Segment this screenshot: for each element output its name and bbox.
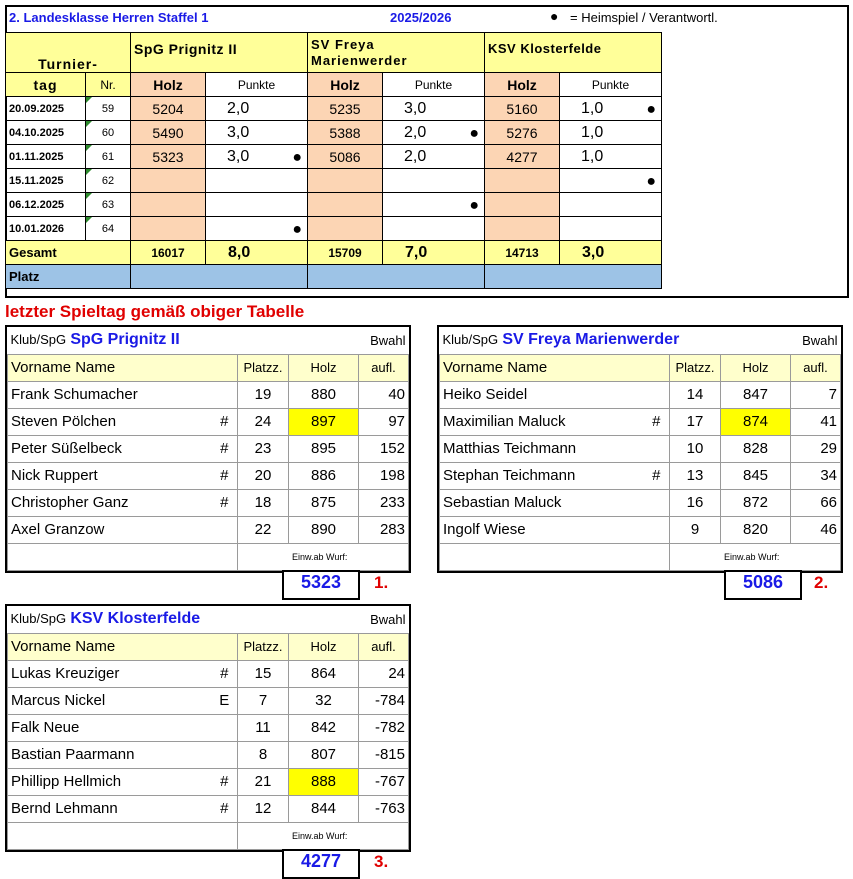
- player-mark: [644, 435, 670, 462]
- round-punkte-2: 3,0: [383, 97, 485, 121]
- round-punkte-3: [560, 193, 662, 217]
- player-row: [8, 381, 409, 408]
- punkte-header-1: Punkte: [206, 73, 308, 97]
- player-holz: 807: [289, 741, 359, 768]
- player-mark: [212, 714, 238, 741]
- round-nr: 64: [86, 217, 131, 241]
- total-pkt-2: 7,0: [383, 241, 485, 265]
- player-aufl: 233: [359, 489, 409, 516]
- comment-marker-icon: [86, 97, 92, 103]
- lineup-rank: 2.: [814, 573, 829, 592]
- player-row: [8, 795, 409, 822]
- round-punkte-1: [206, 217, 308, 241]
- player-row: [8, 660, 409, 687]
- lineup-team-name: SV Freya Marienwerder: [502, 331, 680, 349]
- total-holz-3: 14713: [485, 241, 560, 265]
- round-date: 04.10.2025: [6, 121, 86, 145]
- player-platz: 18: [238, 489, 289, 516]
- player-holz: 886: [289, 462, 359, 489]
- player-row: [440, 516, 841, 543]
- player-aufl: -767: [359, 768, 409, 795]
- col-platzz: Platzz.: [670, 354, 721, 381]
- col-holz: Holz: [289, 633, 359, 660]
- player-name: Bernd Lehmann: [8, 795, 212, 822]
- player-aufl: 97: [359, 408, 409, 435]
- lineup-team-title: [8, 606, 359, 633]
- player-holz: 888: [289, 768, 359, 795]
- player-row: [440, 462, 841, 489]
- col-name: Vorname Name: [8, 354, 238, 381]
- lineup-grid: [439, 327, 841, 571]
- player-mark: #: [212, 408, 238, 435]
- col-platzz: Platzz.: [238, 633, 289, 660]
- player-aufl: -782: [359, 714, 409, 741]
- player-platz: 24: [238, 408, 289, 435]
- comment-marker-icon: [86, 193, 92, 199]
- player-holz: 897: [289, 408, 359, 435]
- round-holz-3: 4277: [485, 145, 560, 169]
- col-aufl: aufl.: [359, 633, 409, 660]
- round-punkte-1: 3,0: [206, 121, 308, 145]
- team-header-2-line1: SV Freya: [311, 36, 375, 52]
- total-pkt-3: 3,0: [560, 241, 662, 265]
- player-row: [8, 435, 409, 462]
- turnier-header: Turnier-: [6, 33, 131, 73]
- player-name: Stephan Teichmann: [440, 462, 644, 489]
- einw-label: Einw.ab Wurf:: [238, 822, 409, 849]
- player-holz: 828: [721, 435, 791, 462]
- player-mark: #: [212, 768, 238, 795]
- player-mark: #: [212, 435, 238, 462]
- round-holz-2: [308, 169, 383, 193]
- lineup-grid: [7, 327, 409, 571]
- player-holz: 820: [721, 516, 791, 543]
- player-mark: [212, 741, 238, 768]
- season-label: 2025/2026: [390, 10, 452, 25]
- lineup-table-1: [5, 325, 411, 573]
- player-platz: 21: [238, 768, 289, 795]
- col-aufl: aufl.: [791, 354, 841, 381]
- player-row: [440, 408, 841, 435]
- einw-spacer: [8, 543, 238, 570]
- tag-header: tag: [6, 73, 86, 97]
- lineup-total: 5086: [724, 570, 802, 600]
- player-platz: 14: [670, 381, 721, 408]
- player-row: [440, 489, 841, 516]
- lineup-total: 5323: [282, 570, 360, 600]
- player-name: Peter Süßelbeck: [8, 435, 212, 462]
- player-platz: 10: [670, 435, 721, 462]
- platz-label: Platz: [6, 265, 131, 289]
- player-mark: E: [212, 687, 238, 714]
- round-holz-2: 5388: [308, 121, 383, 145]
- team-header-2: [308, 33, 485, 73]
- round-punkte-3: [560, 217, 662, 241]
- player-name: Heiko Seidel: [440, 381, 644, 408]
- round-nr: 63: [86, 193, 131, 217]
- round-punkte-3: 1,0: [560, 145, 662, 169]
- player-platz: 7: [238, 687, 289, 714]
- col-name: Vorname Name: [440, 354, 670, 381]
- round-date: 10.01.2026: [6, 217, 86, 241]
- bwahl-label: Bwahl: [791, 327, 841, 354]
- team-header-2-line2: Marienwerder: [311, 52, 408, 68]
- player-row: [8, 408, 409, 435]
- round-nr: 59: [86, 97, 131, 121]
- player-mark: [212, 516, 238, 543]
- total-holz-2: 15709: [308, 241, 383, 265]
- player-holz: 895: [289, 435, 359, 462]
- lineup-rank: 3.: [374, 852, 389, 871]
- player-row: [8, 768, 409, 795]
- player-row: [8, 741, 409, 768]
- player-mark: #: [212, 660, 238, 687]
- player-holz: 847: [721, 381, 791, 408]
- round-date: 15.11.2025: [6, 169, 86, 193]
- player-row: [8, 687, 409, 714]
- player-platz: 13: [670, 462, 721, 489]
- round-holz-3: [485, 169, 560, 193]
- player-mark: #: [644, 462, 670, 489]
- col-platzz: Platzz.: [238, 354, 289, 381]
- player-holz: 890: [289, 516, 359, 543]
- comment-marker-icon: [86, 169, 92, 175]
- round-holz-2: 5235: [308, 97, 383, 121]
- player-holz: 845: [721, 462, 791, 489]
- round-date: 20.09.2025: [6, 97, 86, 121]
- player-platz: 17: [670, 408, 721, 435]
- player-platz: 19: [238, 381, 289, 408]
- player-name: Marcus Nickel: [8, 687, 212, 714]
- platz-cell-1: [131, 265, 308, 289]
- player-aufl: 66: [791, 489, 841, 516]
- round-holz-1: 5490: [131, 121, 206, 145]
- player-row: [8, 714, 409, 741]
- player-holz: 32: [289, 687, 359, 714]
- player-name: Christopher Ganz: [8, 489, 212, 516]
- round-punkte-2: [383, 217, 485, 241]
- round-holz-1: 5204: [131, 97, 206, 121]
- lineup-table-3: [5, 604, 411, 852]
- player-name: Bastian Paarmann: [8, 741, 212, 768]
- home-game-dot-icon: ●: [469, 125, 479, 142]
- round-holz-3: 5276: [485, 121, 560, 145]
- bwahl-label: Bwahl: [359, 327, 409, 354]
- player-aufl: 198: [359, 462, 409, 489]
- lineup-rank: 1.: [374, 573, 389, 592]
- punkte-header-3: Punkte: [560, 73, 662, 97]
- total-holz-1: 16017: [131, 241, 206, 265]
- player-name: Maximilian Maluck: [440, 408, 644, 435]
- total-label: Gesamt: [6, 241, 131, 265]
- round-nr: 61: [86, 145, 131, 169]
- home-game-dot-icon: ●: [646, 173, 656, 190]
- round-holz-1: [131, 217, 206, 241]
- last-day-title: letzter Spieltag gemäß obiger Tabelle: [5, 302, 305, 321]
- round-punkte-2: 2,0: [383, 145, 485, 169]
- round-holz-3: 5160: [485, 97, 560, 121]
- player-aufl: 152: [359, 435, 409, 462]
- round-holz-3: [485, 217, 560, 241]
- klub-label: Klub/SpG: [10, 332, 67, 348]
- lineup-total: 4277: [282, 849, 360, 879]
- holz-header-3: Holz: [485, 73, 560, 97]
- round-punkte-1: 2,0: [206, 97, 308, 121]
- player-name: Steven Pölchen: [8, 408, 212, 435]
- holz-header-2: Holz: [308, 73, 383, 97]
- player-platz: 20: [238, 462, 289, 489]
- player-holz: 872: [721, 489, 791, 516]
- lineup-team-title: [440, 327, 791, 354]
- player-platz: 8: [238, 741, 289, 768]
- round-row: [6, 121, 662, 145]
- nr-header: Nr.: [86, 73, 131, 97]
- round-punkte-3: 1,0: [560, 121, 662, 145]
- lineup-team-title: [8, 327, 359, 354]
- player-holz: 842: [289, 714, 359, 741]
- round-punkte-2: 2,0 ●: [383, 121, 485, 145]
- round-row: [6, 217, 662, 241]
- col-holz: Holz: [721, 354, 791, 381]
- player-mark: #: [644, 408, 670, 435]
- player-name: Sebastian Maluck: [440, 489, 644, 516]
- lineup-team-name: KSV Klosterfelde: [70, 610, 201, 628]
- player-aufl: 40: [359, 381, 409, 408]
- round-holz-2: [308, 217, 383, 241]
- home-game-dot-icon: ●: [292, 149, 302, 166]
- total-pkt-1: 8,0: [206, 241, 308, 265]
- round-punkte-2: [383, 193, 485, 217]
- round-punkte-1: 3,0 ●: [206, 145, 308, 169]
- player-holz: 844: [289, 795, 359, 822]
- round-row: [6, 97, 662, 121]
- round-holz-3: [485, 193, 560, 217]
- round-date: 06.12.2025: [6, 193, 86, 217]
- einw-spacer: [440, 543, 670, 570]
- col-name: Vorname Name: [8, 633, 238, 660]
- standings-table: [5, 32, 662, 289]
- player-name: Ingolf Wiese: [440, 516, 644, 543]
- player-holz: 880: [289, 381, 359, 408]
- round-holz-2: 5086: [308, 145, 383, 169]
- round-holz-1: [131, 193, 206, 217]
- round-punkte-2: [383, 169, 485, 193]
- player-mark: #: [212, 489, 238, 516]
- player-platz: 22: [238, 516, 289, 543]
- legend-dot-icon: ●: [550, 8, 559, 24]
- player-row: [8, 489, 409, 516]
- round-holz-1: [131, 169, 206, 193]
- round-punkte-3: [560, 169, 662, 193]
- player-platz: 16: [670, 489, 721, 516]
- player-aufl: -763: [359, 795, 409, 822]
- player-mark: [644, 489, 670, 516]
- player-aufl: 7: [791, 381, 841, 408]
- platz-cell-3: [485, 265, 662, 289]
- klub-label: Klub/SpG: [442, 332, 499, 348]
- player-platz: 12: [238, 795, 289, 822]
- legend-text: = Heimspiel / Verantwortl.: [570, 10, 718, 25]
- league-title: 2. Landesklasse Herren Staffel 1: [9, 10, 209, 25]
- team-header-3: KSV Klosterfelde: [485, 33, 662, 73]
- round-punkte-3: 1,0 ●: [560, 97, 662, 121]
- player-aufl: -784: [359, 687, 409, 714]
- home-game-dot-icon: ●: [292, 221, 302, 238]
- lineup-table-2: [437, 325, 843, 573]
- player-name: Lukas Kreuziger: [8, 660, 212, 687]
- player-aufl: -815: [359, 741, 409, 768]
- player-name: Frank Schumacher: [8, 381, 212, 408]
- comment-marker-icon: [86, 121, 92, 127]
- player-platz: 11: [238, 714, 289, 741]
- player-row: [8, 462, 409, 489]
- lineup-grid: [7, 606, 409, 850]
- player-aufl: 34: [791, 462, 841, 489]
- player-mark: [644, 516, 670, 543]
- bwahl-label: Bwahl: [359, 606, 409, 633]
- einw-label: Einw.ab Wurf:: [238, 543, 409, 570]
- player-aufl: 46: [791, 516, 841, 543]
- klub-label: Klub/SpG: [10, 611, 67, 627]
- round-row: [6, 193, 662, 217]
- lineup-team-name: SpG Prignitz II: [70, 331, 180, 349]
- player-name: Phillipp Hellmich: [8, 768, 212, 795]
- round-row: [6, 145, 662, 169]
- player-name: Axel Granzow: [8, 516, 212, 543]
- round-holz-1: 5323: [131, 145, 206, 169]
- player-name: Matthias Teichmann: [440, 435, 644, 462]
- round-punkte-1: [206, 193, 308, 217]
- player-row: [440, 435, 841, 462]
- einw-label: Einw.ab Wurf:: [670, 543, 841, 570]
- player-name: Nick Ruppert: [8, 462, 212, 489]
- holz-header-1: Holz: [131, 73, 206, 97]
- einw-spacer: [8, 822, 238, 849]
- team-header-1: SpG Prignitz II: [131, 33, 308, 73]
- player-aufl: 29: [791, 435, 841, 462]
- player-holz: 864: [289, 660, 359, 687]
- player-platz: 9: [670, 516, 721, 543]
- home-game-dot-icon: ●: [469, 197, 479, 214]
- player-holz: 874: [721, 408, 791, 435]
- col-aufl: aufl.: [359, 354, 409, 381]
- player-platz: 23: [238, 435, 289, 462]
- punkte-header-2: Punkte: [383, 73, 485, 97]
- player-row: [440, 381, 841, 408]
- player-row: [8, 516, 409, 543]
- comment-marker-icon: [86, 217, 92, 223]
- round-row: [6, 169, 662, 193]
- platz-cell-2: [308, 265, 485, 289]
- player-platz: 15: [238, 660, 289, 687]
- player-mark: [644, 381, 670, 408]
- col-holz: Holz: [289, 354, 359, 381]
- player-name: Falk Neue: [8, 714, 212, 741]
- round-punkte-1: [206, 169, 308, 193]
- player-mark: #: [212, 795, 238, 822]
- comment-marker-icon: [86, 145, 92, 151]
- round-nr: 60: [86, 121, 131, 145]
- player-aufl: 41: [791, 408, 841, 435]
- round-holz-2: [308, 193, 383, 217]
- player-holz: 875: [289, 489, 359, 516]
- player-mark: #: [212, 462, 238, 489]
- round-nr: 62: [86, 169, 131, 193]
- player-mark: [212, 381, 238, 408]
- player-aufl: 24: [359, 660, 409, 687]
- home-game-dot-icon: ●: [646, 101, 656, 118]
- round-date: 01.11.2025: [6, 145, 86, 169]
- player-aufl: 283: [359, 516, 409, 543]
